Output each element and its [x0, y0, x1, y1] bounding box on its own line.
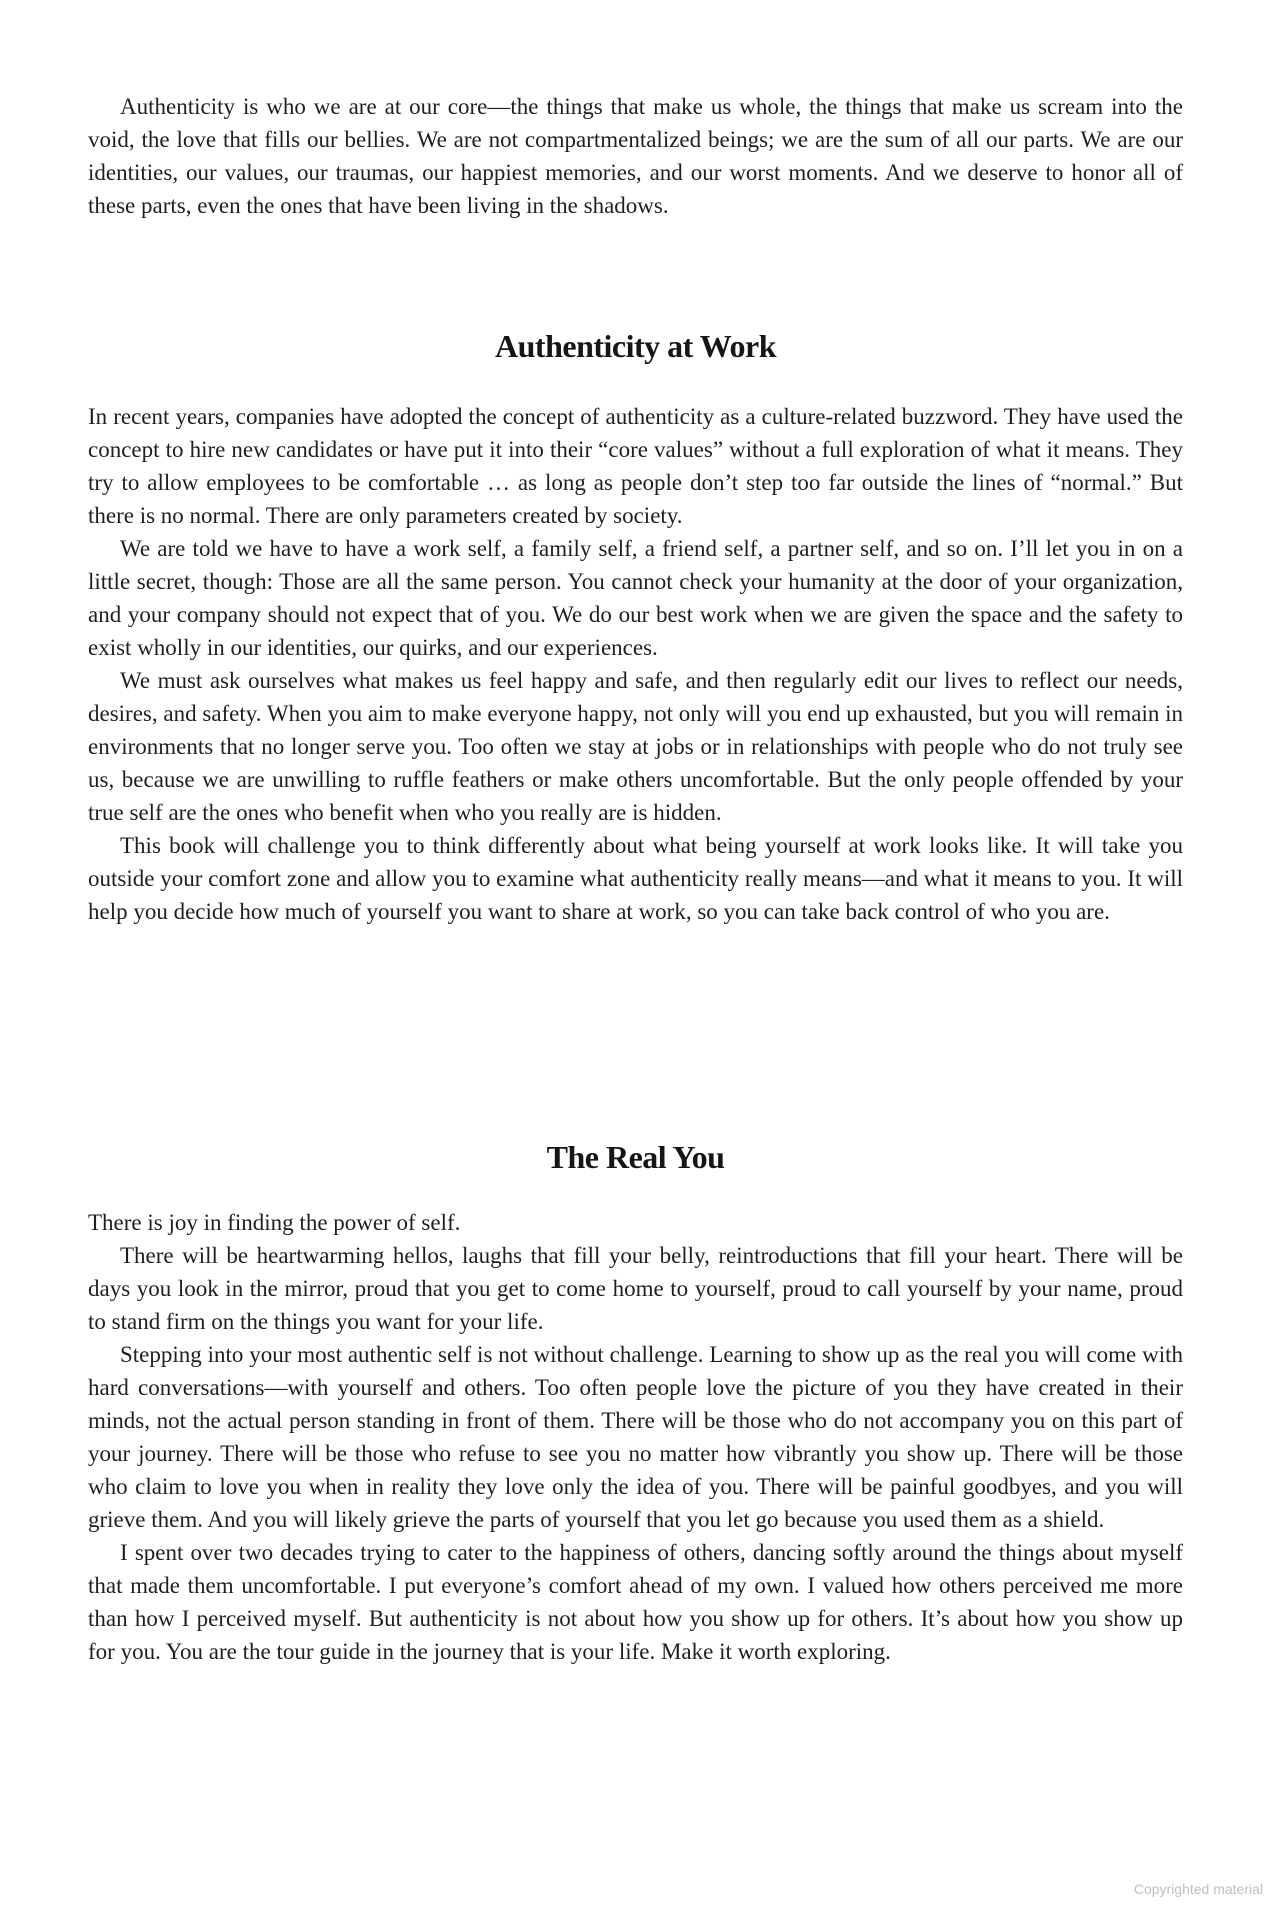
paragraph: This book will challenge you to think differently about what being yourself at work looks like. It will take you outside your comfort zone and allow you to examine what authenticity really means—and what it means to you. It will help you decide how much of yourself you want to share at work, so you can take back control of who you are. [88, 833, 1183, 924]
paragraph: Authenticity is who we are at our core—the things that make us whole, the things that make us scream into the void, the love that fills our bellies. We are not compartmentalized beings; we are the sum of all our parts. We are our identities, our values, our traumas, our happiest memories, and our worst moments. And we deserve to honor all of these parts, even the ones that have been living in the shadows. [88, 94, 1183, 218]
paragraph: In recent years, companies have adopted the concept of authenticity as a culture-related buzzword. They have used the concept to hire new candidates or have put it into their “core values” without a full exploration of what it means. They try to allow employees to be comfortable … as long as people don’t step too far outside the lines of “normal.” But there is no normal. There are only parameters created by society. [88, 404, 1183, 528]
paragraph: There is joy in finding the power of self. [88, 1210, 461, 1235]
section-authenticity-at-work [88, 400, 1183, 928]
paragraph: We are told we have to have a work self, a family self, a friend self, a partner self, and so on. I’ll let you in on a little secret, though: Those are all the same person. You cannot check your humanity at the door of your organization, and your company should not expect that of you. We do our best work when we are given the space and the safety to exist wholly in our identities, our quirks, and our experiences. [88, 536, 1183, 660]
copyright-notice: Copyrighted material [1133, 1881, 1263, 1897]
section-the-real-you [88, 1206, 1183, 1668]
paragraph: We must ask ourselves what makes us feel happy and safe, and then regularly edit our lives to reflect our needs, desires, and safety. When you aim to make everyone happy, not only will you end up exhausted, but you will remain in environments that no longer serve you. Too often we stay at jobs or in relationships with people who do not truly see us, because we are unwilling to ruffle feathers or make others uncomfortable. But the only people offended by your true self are the ones who benefit when who you really are is hidden. [88, 668, 1183, 825]
paragraph: There will be heartwarming hellos, laughs that fill your belly, reintroductions that fill your heart. There will be days you look in the mirror, proud that you get to come home to yourself, proud to call yourself by your name, proud to stand firm on the things you want for your life. [88, 1243, 1183, 1334]
section-heading-authenticity-at-work: Authenticity at Work [495, 328, 776, 364]
paragraph: I spent over two decades trying to cater to the happiness of others, dancing softly around the things about myself that made them uncomfortable. I put everyone’s comfort ahead of my own. I valued how others perceived me more than how I perceived myself. But authenticity is not about how you show up for others. It’s about how you show up for you. You are the tour guide in the journey that is your life. Make it worth exploring. [88, 1540, 1183, 1664]
section-opening [88, 90, 1183, 222]
section-heading-the-real-you: The Real You [546, 1139, 725, 1175]
paragraph: Stepping into your most authentic self is not without challenge. Learning to show up as the real you will come with hard conversations—with yourself and others. Too often people love the picture of you they have created in their minds, not the actual person standing in front of them. There will be those who do not accompany you on this part of your journey. There will be those who refuse to see you no matter how vibrantly you show up. There will be those who claim to love you when in reality they love only the idea of you. There will be painful goodbyes, and you will grieve them. And you will likely grieve the parts of yourself that you let go because you used them as a shield. [88, 1342, 1183, 1532]
